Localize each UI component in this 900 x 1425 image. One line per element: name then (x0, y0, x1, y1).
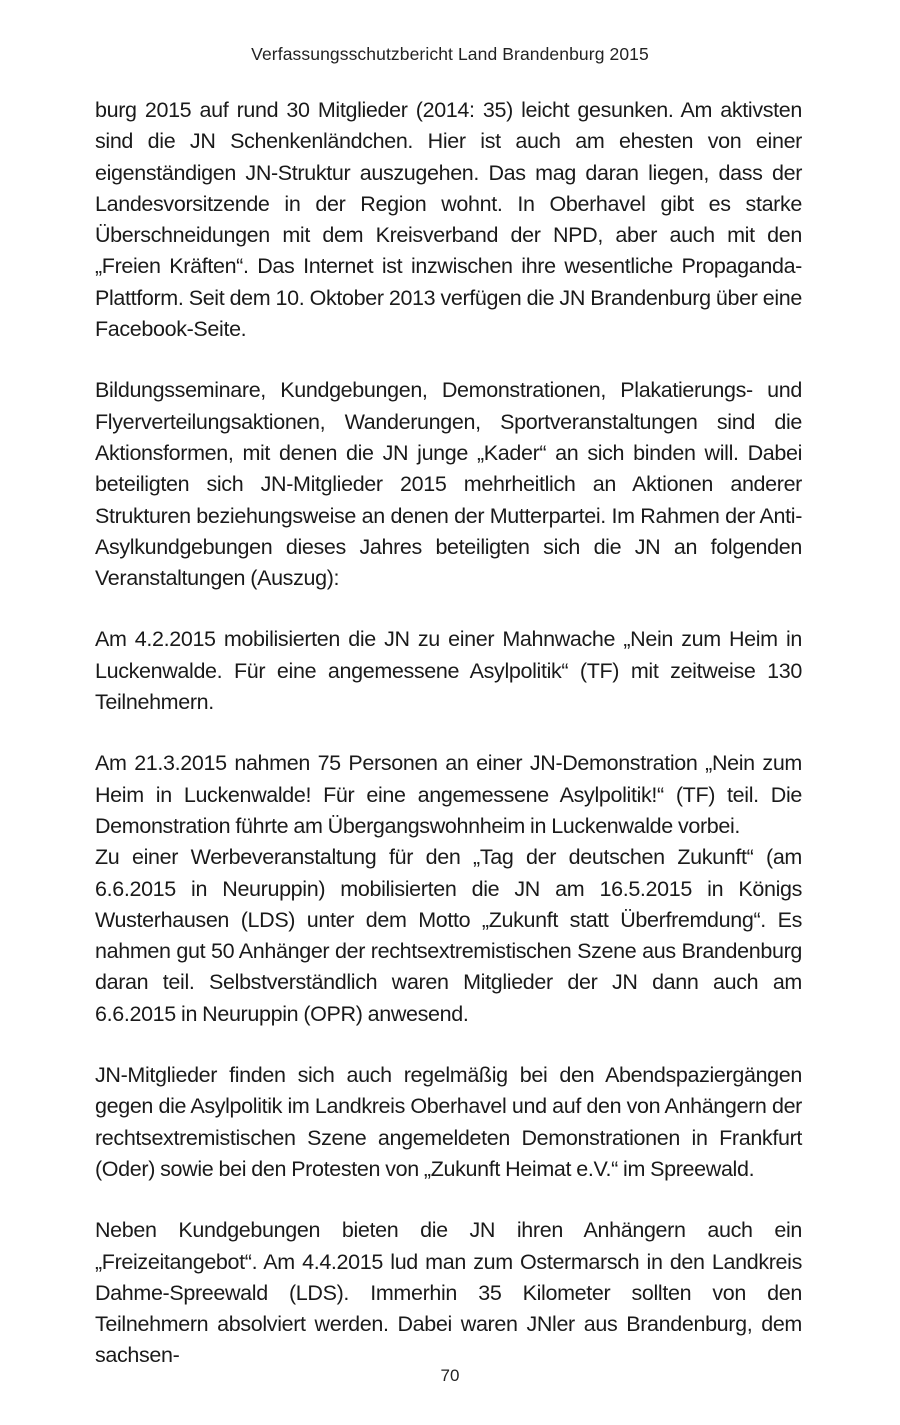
paragraph-tag-der-zukunft: Zu einer Werbeveranstaltung für den „Tag der deutschen Zukunft“ (am 6.6.2015 in Neuruppin) mobilisierten die JN am 16.5.2015 in Königs Wusterhausen (LDS) unter dem Motto „Zukunft statt Überfremdung“. Es nahmen gut 50 Anhänger der rechtsextremistischen Szene aus Brandenburg daran teil. Selbstverständlich waren Mitglieder der JN dann auch am 6.6.2015 in Neuruppin (OPR) anwesend. (95, 845, 802, 1026)
paragraph-action-forms: Bildungsseminare, Kundgebungen, Demonstrationen, Plakatierungs- und Flyerverteilungsaktionen, Wanderungen, Sportveranstaltungen sind die Aktionsformen, mit denen die JN junge „Kader“ an sich binden will. Dabei beteiligten sich JN-Mitglieder 2015 mehrheitlich an Aktionen anderer Strukturen beziehungsweise an denen der Mutterpartei. Im Rahmen der Anti-Asylkundgebungen dieses Jahres beteiligten sich die JN an folgenden Veranstaltungen (Auszug): (95, 378, 802, 591)
paragraph-demonstration-luckenwalde: Am 21.3.2015 nahmen 75 Personen an einer JN-Demonstration „Nein zum Heim in Luckenwalde! Für eine angemessene Asylpolitik!“ (TF) teil. Die Demonstration führte am Übergangswohnheim in Luckenwalde vorbei. (95, 751, 802, 838)
paragraph-membership: burg 2015 auf rund 30 Mitglieder (2014: 35) leicht gesunken. Am aktivsten sind die JN Schenkenländchen. Hier ist auch am ehesten von einer eigenständigen JN-Struktur auszugehen. Das mag daran liegen, dass der Landesvorsitzende in der Region wohnt. In Oberhavel gibt es starke Überschneidungen mit dem Kreisverband der NPD, aber auch mit den „Freien Kräften“. Das Internet ist inzwischen ihre wesentliche Propaganda-Plattform. Seit dem 10. Oktober 2013 verfügen die JN Brandenburg über eine Facebook-Seite. (95, 98, 802, 342)
running-header: Verfassungsschutzbericht Land Brandenburg 2015 (251, 44, 649, 64)
paragraph-leisure-offer: Neben Kundgebungen bieten die JN ihren Anhängern auch ein „Freizeitangebot“. Am 4.4.2015 lud man zum Ostermarsch in den Landkreis Dahme-Spreewald (LDS). Immerhin 35 Kilometer sollten von den Teilnehmern absolviert werden. Dabei waren JNler aus Brandenburg, dem sachsen- (95, 1218, 802, 1368)
body-text (95, 95, 802, 1402)
page-number: 70 (440, 1366, 460, 1385)
paragraph-evening-walks: JN-Mitglieder finden sich auch regelmäßig bei den Abendspaziergängen gegen die Asylpolitik im Landkreis Oberhavel und auf den von Anhängern der rechtsextremistischen Szene angemeldeten Demonstrationen in Frankfurt (Oder) sowie bei den Protesten von „Zukunft Heimat e.V.“ im Spreewald. (95, 1063, 802, 1181)
paragraph-vigil-luckenwalde: Am 4.2.2015 mobilisierten die JN zu einer Mahnwache „Nein zum Heim in Luckenwalde. Für eine angemessene Asylpolitik“ (TF) mit zeitweise 130 Teilnehmern. (95, 627, 802, 715)
